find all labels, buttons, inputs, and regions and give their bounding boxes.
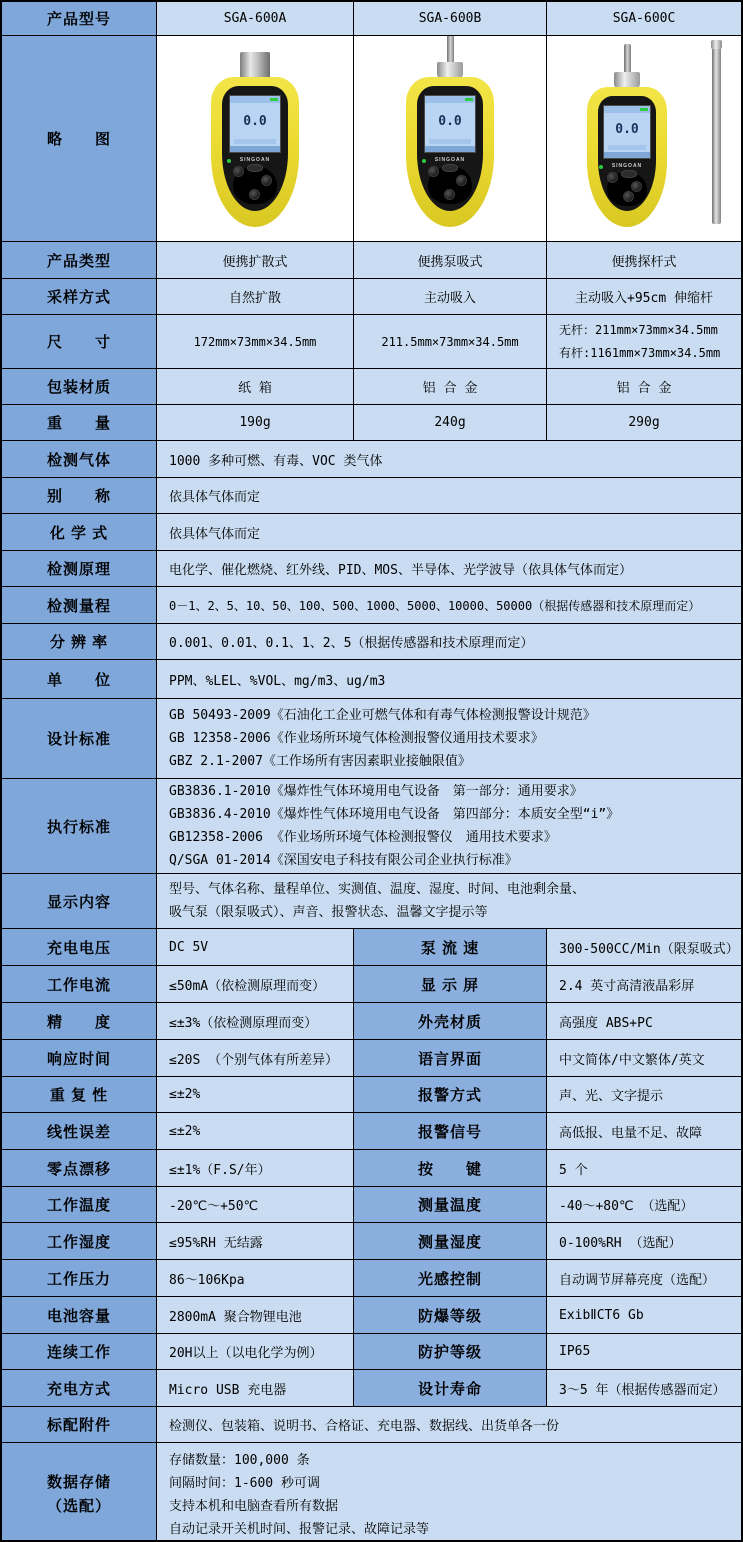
battery-icon [270, 98, 278, 101]
row-value: DC 5V [157, 929, 354, 966]
row-value: 0-100%RH （选配） [547, 1223, 741, 1260]
row-label: 分 辨 率 [2, 624, 157, 660]
row-value: 纸 箱 [157, 369, 354, 405]
pump-probe-icon [447, 36, 454, 62]
product-image-b [354, 36, 547, 242]
row-value: 自然扩散 [157, 279, 354, 315]
row-value: 0－1、2、5、10、50、100、500、1000、5000、10000、50000（根据传感器和技术原理而定） [157, 587, 741, 624]
row-label: 测量温度 [354, 1187, 547, 1223]
table-row [2, 405, 741, 441]
row-value: 自动调节屏幕亮度（选配） [547, 1260, 741, 1297]
row-value: 依具体气体而定 [157, 478, 741, 514]
table-row [2, 478, 741, 514]
row-value: -20℃～+50℃ [157, 1187, 354, 1223]
row-label: 外壳材质 [354, 1003, 547, 1040]
table-row [2, 1113, 741, 1150]
row-label: 化 学 式 [2, 514, 157, 551]
row-value: 290g [547, 405, 741, 441]
product-image-a [157, 36, 354, 242]
table-row [2, 369, 741, 405]
device-body [211, 77, 299, 227]
row-value: 86～106Kpa [157, 1260, 354, 1297]
table-row [2, 874, 741, 929]
row-value: 检测仪、包装箱、说明书、合格证、充电器、数据线、出货单各一份 [157, 1407, 741, 1443]
row-label: 工作湿度 [2, 1223, 157, 1260]
row-label: 测量湿度 [354, 1223, 547, 1260]
device-panel [222, 86, 288, 211]
table-row [2, 624, 741, 660]
device-illustration-a [211, 52, 299, 227]
row-label: 光感控制 [354, 1260, 547, 1297]
row-value: 2800mA 聚合物锂电池 [157, 1297, 354, 1334]
telescopic-rod-icon [712, 48, 721, 224]
row-value: 2.4 英寸高清液晶彩屏 [547, 966, 741, 1003]
row-label: 重 量 [2, 405, 157, 441]
table-row [2, 1443, 741, 1542]
table-row [2, 514, 741, 551]
table-row [2, 551, 741, 587]
row-label: 工作温度 [2, 1187, 157, 1223]
sensor-cap-icon [240, 52, 270, 79]
row-label: 防爆等级 [354, 1297, 547, 1334]
row-value: GB 50493-2009《石油化工企业可燃气体和有毒气体检测报警设计规范》 GB 12358-2006《作业场所环境气体检测报警仪通用技术要求》 GBZ 2.1-2007《工作场所有害因素职业接触限值》 [157, 699, 741, 779]
row-value: 主动吸入 [354, 279, 547, 315]
row-value: ≤95%RH 无结露 [157, 1223, 354, 1260]
row-label: 语言界面 [354, 1040, 547, 1077]
row-value: 型号、气体名称、量程单位、实测值、温度、湿度、时间、电池剩余量、 吸气泵（限泵吸式）、声音、报警状态、温馨文字提示等 [157, 874, 741, 929]
row-value: ≤50mA（依检测原理而变） [157, 966, 354, 1003]
brand-label: SINGOAN [434, 157, 466, 163]
battery-icon [465, 98, 473, 101]
table-row [2, 242, 741, 279]
row-label: 产品型号 [2, 2, 157, 36]
row-value: 存储数量：100,000 条 间隔时间：1-600 秒可调 支持本机和电脑查看所有数据 自动记录开关机时间、报警记录、故障记录等 [157, 1443, 741, 1542]
row-value: 中文简体/中文繁体/英文 [547, 1040, 741, 1077]
lcd-screen [229, 95, 281, 153]
model-b: SGA-600B [354, 2, 547, 36]
row-value: IP65 [547, 1334, 741, 1370]
row-label: 精 度 [2, 1003, 157, 1040]
table-row [2, 1223, 741, 1260]
row-value: 铝 合 金 [354, 369, 547, 405]
table-row [2, 1003, 741, 1040]
row-label: 充电方式 [2, 1370, 157, 1407]
row-value: 0.001、0.01、0.1、1、2、5（根据传感器和技术原理而定） [157, 624, 741, 660]
row-value: 主动吸入+95cm 伸缩杆 [547, 279, 741, 315]
row-label: 单 位 [2, 660, 157, 699]
table-row [2, 699, 741, 779]
lcd-screen [424, 95, 476, 153]
led-indicator [599, 165, 603, 169]
row-value: 20H以上（以电化学为例） [157, 1334, 354, 1370]
device-body [587, 87, 667, 227]
reading-value: 0.0 [615, 121, 639, 137]
row-value: 依具体气体而定 [157, 514, 741, 551]
lcd-screen [603, 105, 651, 159]
led-indicator [227, 159, 231, 163]
row-value: 便携探杆式 [547, 242, 741, 279]
row-label: 按 键 [354, 1150, 547, 1187]
row-label: 检测量程 [2, 587, 157, 624]
model-c: SGA-600C [547, 2, 741, 36]
table-row-sketch [2, 36, 741, 242]
led-indicator [422, 159, 426, 163]
row-value: ExibⅡCT6 Gb [547, 1297, 741, 1334]
row-value: 211.5mm×73mm×34.5mm [354, 315, 547, 369]
row-label: 执行标准 [2, 779, 157, 874]
row-value: PPM、%LEL、%VOL、mg/m3、ug/m3 [157, 660, 741, 699]
table-row [2, 660, 741, 699]
table-row [2, 966, 741, 1003]
product-image-c [547, 36, 741, 242]
row-label: 报警方式 [354, 1077, 547, 1113]
table-row [2, 1370, 741, 1407]
row-value: ≤±2% [157, 1077, 354, 1113]
device-body [406, 77, 494, 227]
brand-label: SINGOAN [611, 163, 643, 169]
device-panel [417, 86, 483, 211]
row-value: ≤20S （个别气体有所差异） [157, 1040, 354, 1077]
row-value: 高强度 ABS+PC [547, 1003, 741, 1040]
row-label: 工作电流 [2, 966, 157, 1003]
row-label: 零点漂移 [2, 1150, 157, 1187]
table-row [2, 1334, 741, 1370]
row-label: 响应时间 [2, 1040, 157, 1077]
pump-probe-icon [624, 44, 631, 72]
table-row [2, 1187, 741, 1223]
table-row [2, 1040, 741, 1077]
device-illustration-b [406, 36, 494, 227]
status-bar [425, 96, 475, 103]
row-value: GB3836.1-2010《爆炸性气体环境用电气设备 第一部分：通用要求》 GB3836.4-2010《爆炸性气体环境用电气设备 第四部分：本质安全型“i”》 GB12358-2006 《作业场所环境气体检测报警仪 通用技术要求》 Q/SGA 01-2014《深国安电子科技有限公司企业执行标准》 [157, 779, 741, 874]
status-bar [604, 106, 650, 113]
table-row [2, 279, 741, 315]
battery-icon [640, 108, 648, 111]
row-label: 重 复 性 [2, 1077, 157, 1113]
row-value: ≤±1%（F.S/年） [157, 1150, 354, 1187]
row-value: ≤±3%（依检测原理而变） [157, 1003, 354, 1040]
row-value: 高低报、电量不足、故障 [547, 1113, 741, 1150]
model-a: SGA-600A [157, 2, 354, 36]
row-label: 充电电压 [2, 929, 157, 966]
row-label: 尺 寸 [2, 315, 157, 369]
row-value: ≤±2% [157, 1113, 354, 1150]
row-label: 检测原理 [2, 551, 157, 587]
row-label: 线性误差 [2, 1113, 157, 1150]
row-label: 泵 流 速 [354, 929, 547, 966]
row-value: 无杆：211mm×73mm×34.5mm 有杆:1161mm×73mm×34.5mm [547, 315, 741, 369]
table-row [2, 1077, 741, 1113]
row-value: 190g [157, 405, 354, 441]
row-label: 连续工作 [2, 1334, 157, 1370]
row-label: 报警信号 [354, 1113, 547, 1150]
row-value: 5 个 [547, 1150, 741, 1187]
table-row [2, 315, 741, 369]
row-value: -40～+80℃ （选配） [547, 1187, 741, 1223]
keypad [428, 166, 472, 204]
table-row [2, 1297, 741, 1334]
table-row [2, 441, 741, 478]
keypad [233, 166, 277, 204]
row-label: 设计标准 [2, 699, 157, 779]
row-label: 略 图 [2, 36, 157, 242]
reading-value: 0.0 [438, 113, 462, 129]
row-value: 3～5 年（根据传感器而定） [547, 1370, 741, 1407]
row-value: 172mm×73mm×34.5mm [157, 315, 354, 369]
row-label: 显示内容 [2, 874, 157, 929]
table-row [2, 1150, 741, 1187]
row-label: 包装材质 [2, 369, 157, 405]
brand-label: SINGOAN [239, 157, 271, 163]
table-row [2, 929, 741, 966]
row-value: 电化学、催化燃烧、红外线、PID、MOS、半导体、光学波导（依具体气体而定） [157, 551, 741, 587]
table-row-model [2, 2, 741, 36]
status-bar [230, 96, 280, 103]
row-label: 显 示 屏 [354, 966, 547, 1003]
row-label: 产品类型 [2, 242, 157, 279]
row-label: 采样方式 [2, 279, 157, 315]
row-label: 标配附件 [2, 1407, 157, 1443]
row-label: 数据存储 （选配） [2, 1443, 157, 1542]
table-row [2, 1407, 741, 1443]
row-value: 铝 合 金 [547, 369, 741, 405]
row-label: 别 称 [2, 478, 157, 514]
device-illustration-c [587, 44, 667, 227]
row-label: 工作压力 [2, 1260, 157, 1297]
row-value: 便携泵吸式 [354, 242, 547, 279]
table-row [2, 587, 741, 624]
table-row [2, 1260, 741, 1297]
row-value: 便携扩散式 [157, 242, 354, 279]
row-value: 声、光、文字提示 [547, 1077, 741, 1113]
reading-value: 0.0 [243, 113, 267, 129]
row-label: 防护等级 [354, 1334, 547, 1370]
row-value: 1000 多种可燃、有毒、VOC 类气体 [157, 441, 741, 478]
row-value: 300-500CC/Min（限泵吸式） [547, 929, 741, 966]
row-label: 设计寿命 [354, 1370, 547, 1407]
table-row [2, 779, 741, 874]
row-value: Micro USB 充电器 [157, 1370, 354, 1407]
keypad [607, 172, 647, 206]
row-label: 电池容量 [2, 1297, 157, 1334]
row-label: 检测气体 [2, 441, 157, 478]
row-value: 240g [354, 405, 547, 441]
device-panel [598, 96, 656, 211]
